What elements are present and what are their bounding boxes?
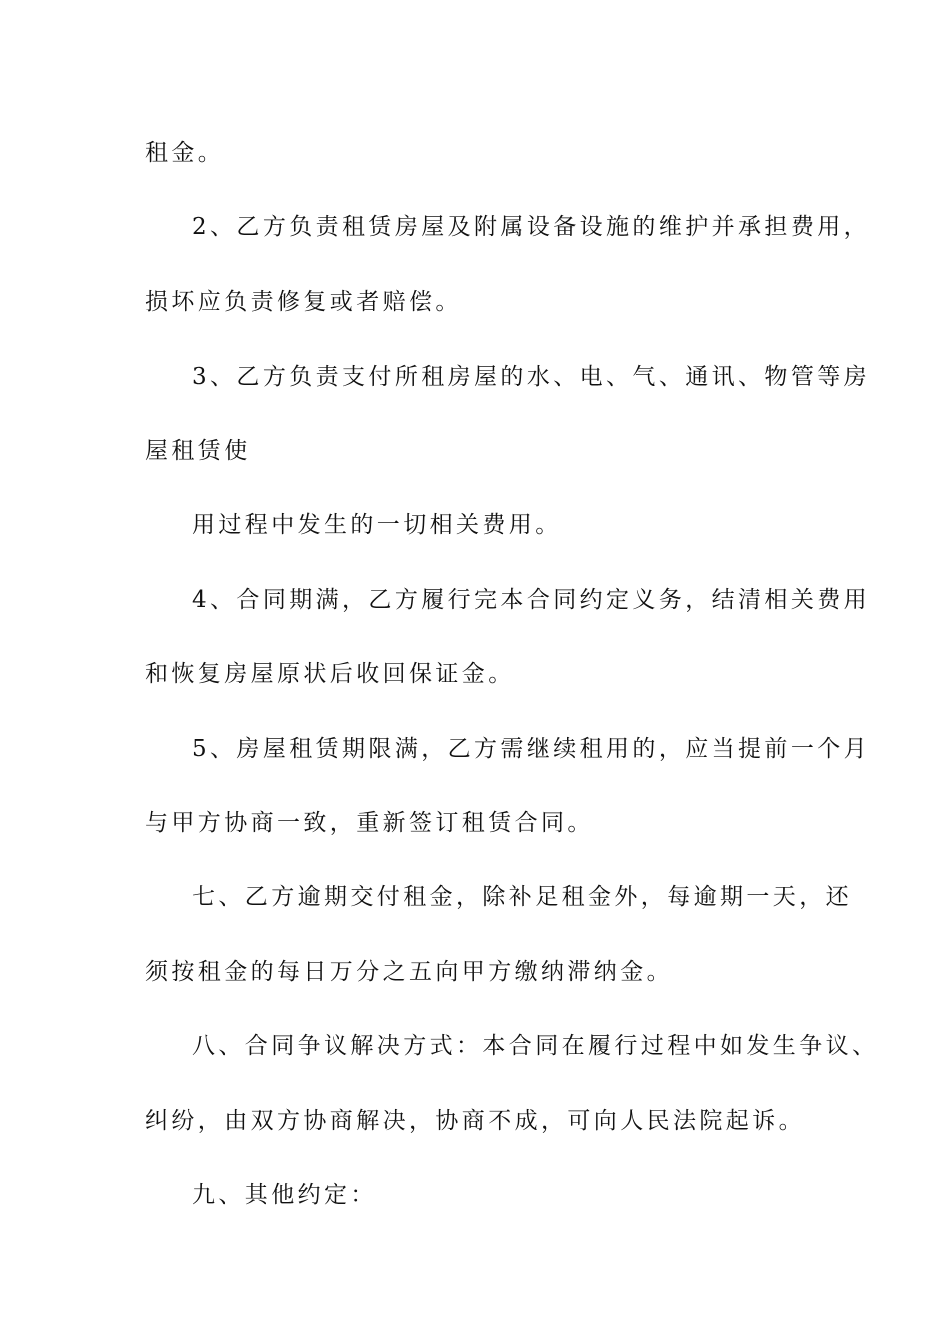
text-line: 和恢复房屋原状后收回保证金。 bbox=[145, 661, 515, 687]
text-line: 七、乙方逾期交付租金，除补足租金外，每逾期一天，还 bbox=[192, 884, 852, 910]
text-line: 纠纷，由双方协商解决，协商不成，可向人民法院起诉。 bbox=[145, 1108, 805, 1134]
text-line: 租金。 bbox=[145, 140, 225, 166]
text-line: 2、乙方负责租赁房屋及附属设备设施的维护并承担费用， bbox=[192, 214, 871, 240]
text-line: 与甲方协商一致，重新签订租赁合同。 bbox=[145, 810, 594, 836]
text-line: 九、其他约定： bbox=[192, 1182, 377, 1208]
text-line: 用过程中发生的一切相关费用。 bbox=[192, 512, 562, 538]
text-line: 5、房屋租赁期限满，乙方需继续租用的，应当提前一个月 bbox=[192, 736, 871, 762]
text-line: 须按租金的每日万分之五向甲方缴纳滞纳金。 bbox=[145, 959, 673, 985]
text-line: 4、合同期满，乙方履行完本合同约定义务，结清相关费用 bbox=[192, 587, 871, 613]
text-line: 损坏应负责修复或者赔偿。 bbox=[145, 289, 462, 315]
text-line: 八、合同争议解决方式：本合同在履行过程中如发生争议、 bbox=[192, 1033, 879, 1059]
text-line: 3、乙方负责支付所租房屋的水、电、气、通讯、物管等房 bbox=[192, 364, 871, 390]
text-line: 屋租赁使 bbox=[145, 438, 251, 464]
